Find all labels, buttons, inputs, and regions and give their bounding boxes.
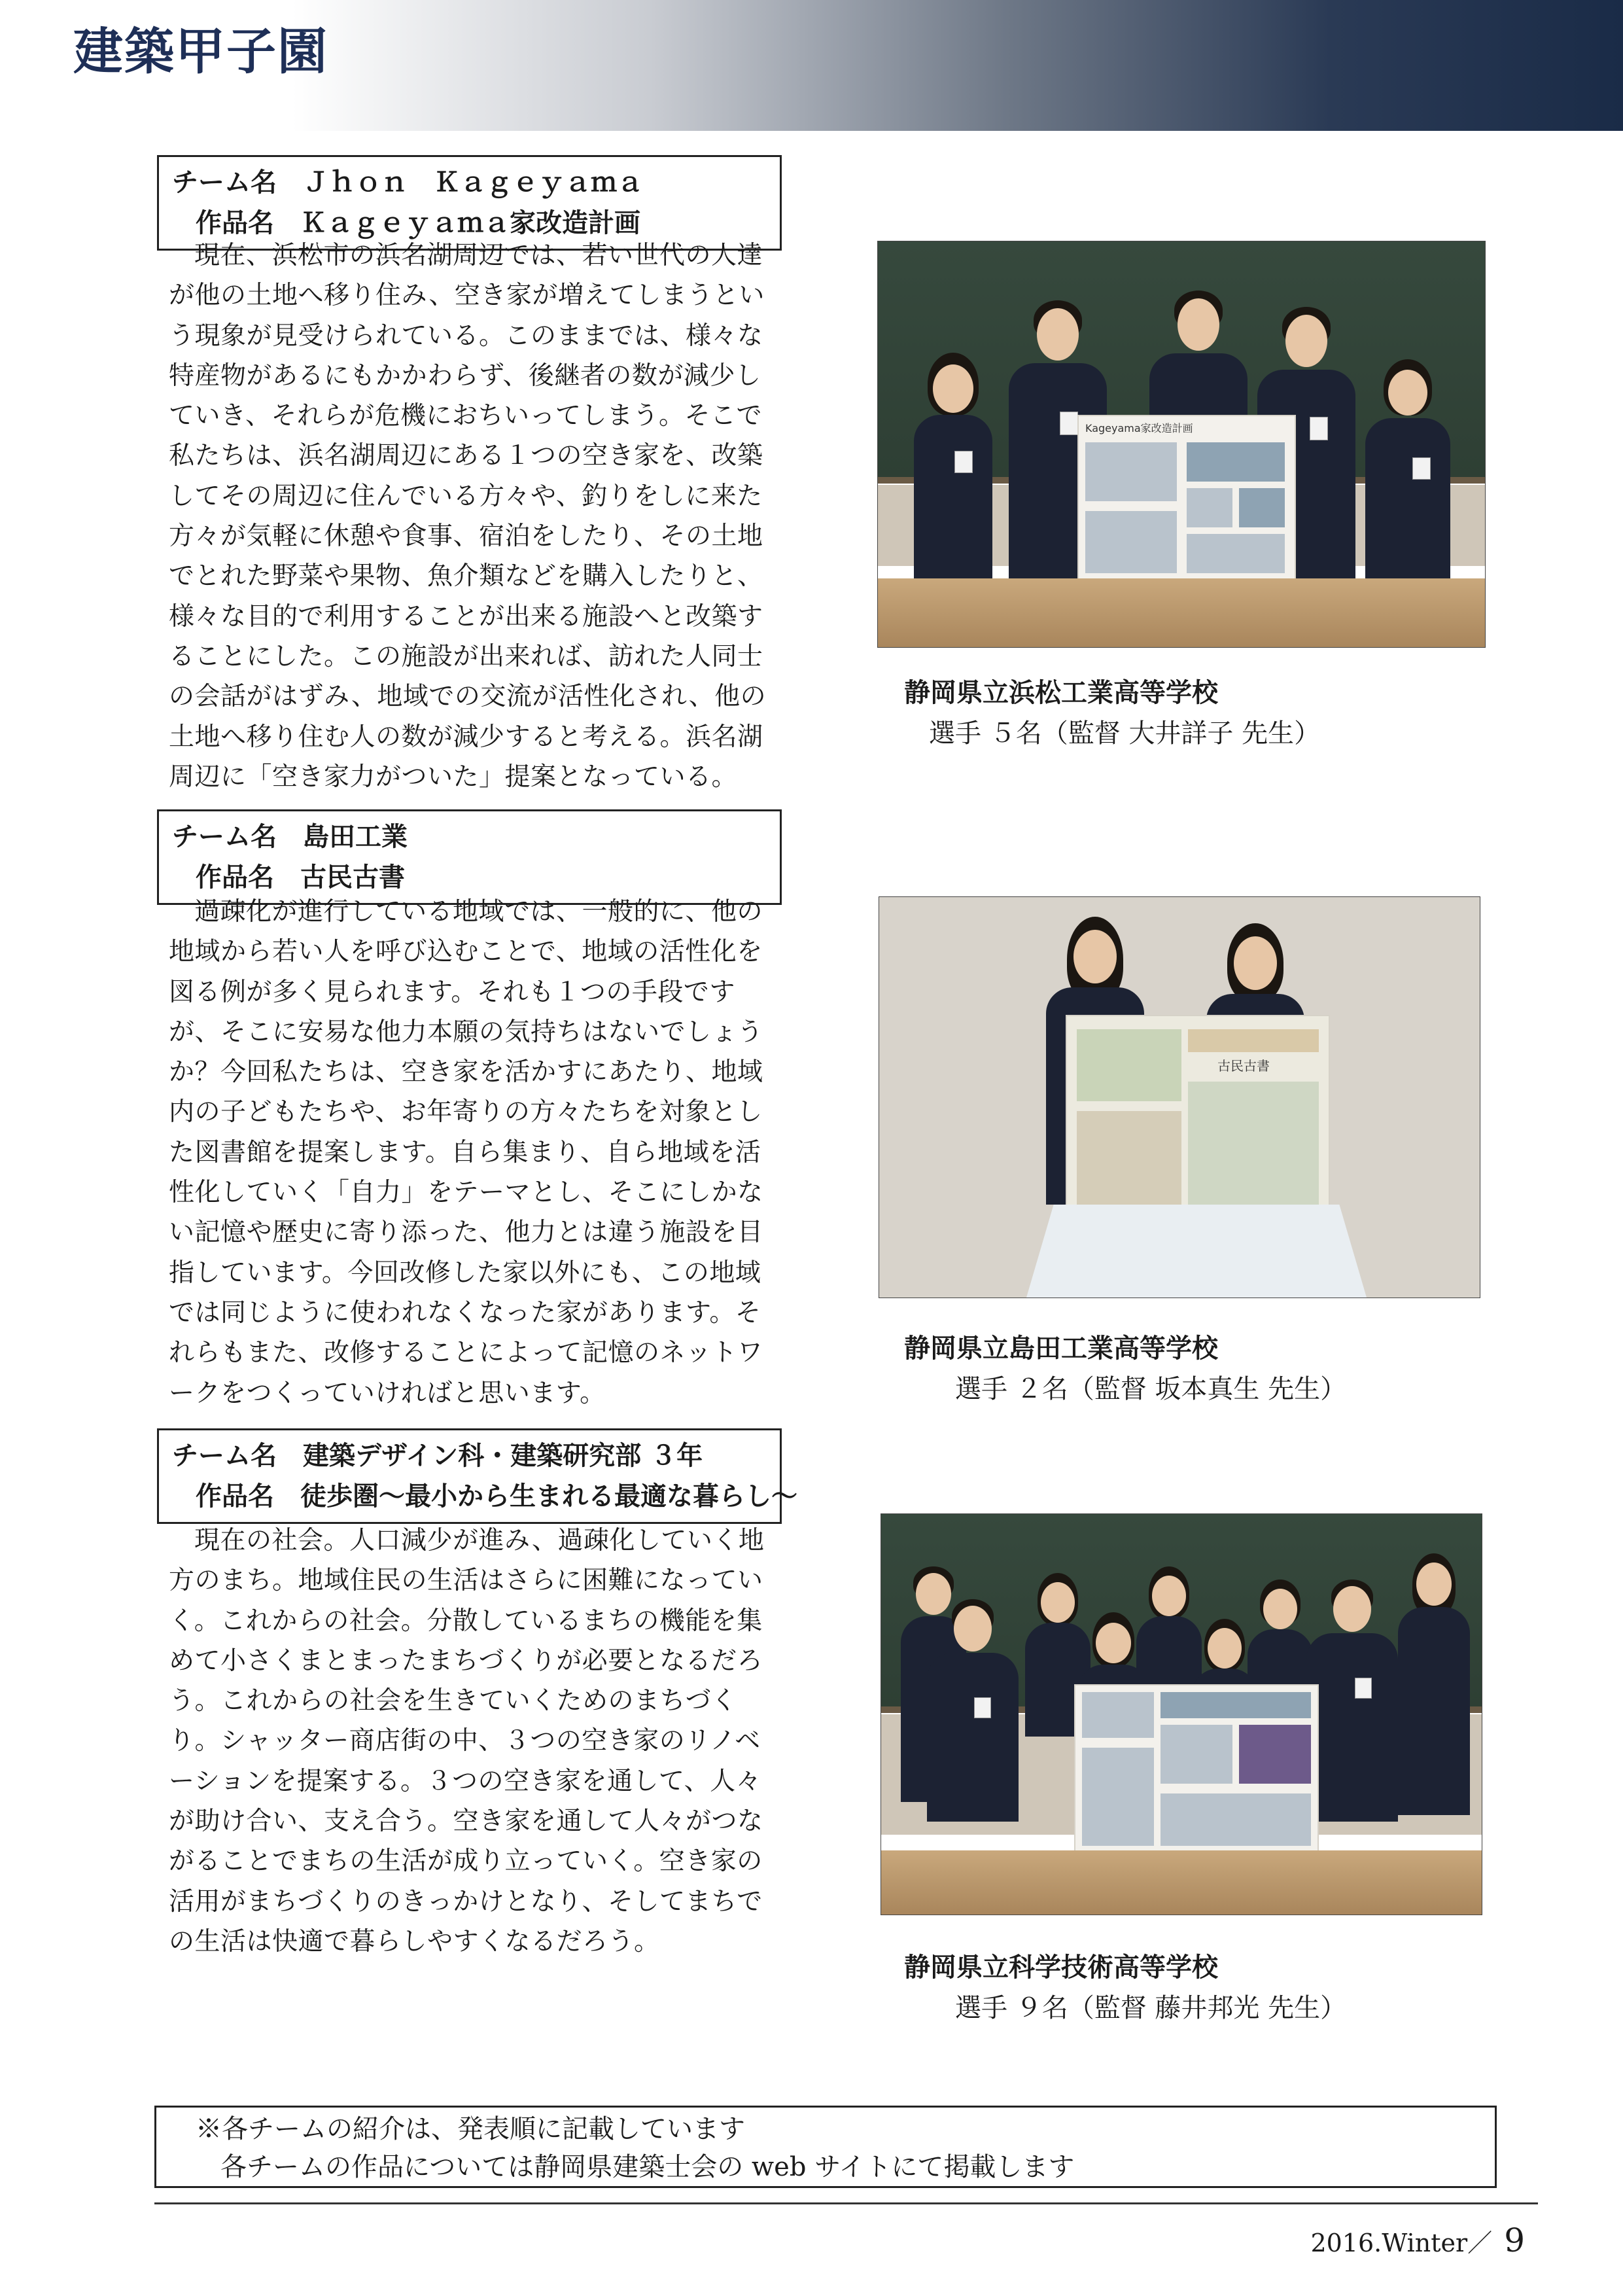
team-1-photo bbox=[877, 241, 1486, 648]
team-2-caption bbox=[904, 1328, 1346, 1409]
team-3-photo bbox=[881, 1513, 1482, 1915]
work-name: 古民古書 bbox=[300, 862, 405, 892]
note-line-1: ※各チームの紹介は、発表順に記載しています bbox=[196, 2114, 745, 2144]
school-name: 静岡県立浜松工業高等学校 bbox=[904, 678, 1218, 708]
team-2-description: 過疎化が進行している地域では、一般的に、他の地域から若い人を呼び込むことで、地域の活性化を図る例が多く見られます。それも１つの手段ですが、そこに安易な他力本願の気持ちはないでしょうか？今回私たちは、空き家を活かすにあたり、地域内の子どもたちや、お年寄りの方々たちを対象とした図書館を提案します。自ら集まり、自ら地域を活性化していく「自力」をテーマとし、そこにしかない記憶や歴史に寄り添った、他力とは違う施設を目指しています。今回改修した家以外にも、この地域では同じように使われなくなった家があります。それらもまた、改修することによって記憶のネットワークをつくっていければと思います。 bbox=[169, 897, 763, 1408]
poster-title: Kageyama家改造計画 bbox=[1085, 422, 1193, 434]
members-info: 選手 ５名（監督 大井詳子 先生） bbox=[929, 718, 1321, 749]
team-3-caption bbox=[904, 1947, 1346, 2028]
team-name: 建築デザイン科・建築研究部 ３年 bbox=[303, 1441, 703, 1471]
school-name: 静岡県立島田工業高等学校 bbox=[904, 1333, 1218, 1364]
team-3-heading-box bbox=[157, 1428, 797, 1524]
note-box bbox=[154, 2106, 1497, 2188]
team-2-photo bbox=[879, 896, 1480, 1298]
work-label: 作品名 bbox=[196, 862, 274, 892]
members-info: 選手 ９名（監督 藤井邦光 先生） bbox=[955, 1993, 1347, 2023]
team-1-caption bbox=[904, 673, 1320, 754]
issue-label: 2016.Winter／ bbox=[1310, 2229, 1493, 2257]
note-line-2: 各チームの作品については静岡県建築士会の web サイトにて掲載します bbox=[220, 2152, 1075, 2182]
team-name: 島田工業 bbox=[303, 822, 408, 852]
team-3-poster bbox=[1074, 1684, 1319, 1857]
footer-rule bbox=[154, 2202, 1538, 2204]
work-name: 徒歩圏～最小から生まれる最適な暮らし～ bbox=[300, 1481, 797, 1511]
team-name: Ｊｈｏｎ Ｋａｇｅｙａｍａ bbox=[303, 168, 643, 198]
page-footer bbox=[1310, 2221, 1525, 2259]
team-label: チーム名 bbox=[172, 168, 277, 198]
team-2-heading-box bbox=[157, 809, 782, 905]
work-name: Ｋａｇｅｙａｍａ家改造計画 bbox=[300, 208, 640, 238]
team-2-poster bbox=[1066, 1015, 1330, 1233]
team-label: チーム名 bbox=[172, 1441, 277, 1471]
poster-title: 古民古書 bbox=[1217, 1058, 1270, 1074]
team-3-description: 現在の社会。人口減少が進み、過疎化していく地方のまち。地域住民の生活はさらに困難になっていく。これからの社会。分散しているまちの機能を集めて小さくまとまったまちづくりが必要となるだろう。これからの社会を生きていくためのまちづくり。シャッター商店街の中、３つの空き家のリノベーションを提案する。３つの空き家を通して、人々が助け合い、支え合う。空き家を通して人々がつながることでまちの生活が成り立っていく。空き家の活用がまちづくりのきっかけとなり、そしてまちでの生活は快適で暮らしやすくなるだろう。 bbox=[169, 1526, 765, 1956]
page-title: 建築甲子園 bbox=[73, 22, 328, 80]
work-label: 作品名 bbox=[196, 208, 274, 238]
team-1-description: 現在、浜松市の浜名湖周辺では、若い世代の人達が他の土地へ移り住み、空き家が増えてしまうという現象が見受けられている。このままでは、様々な特産物があるにもかかわらず、後継者の数が減少していき、それらが危機におちいってしまう。そこで私たちは、浜名湖周辺にある１つの空き家を、改築してその周辺に住んでいる方々や、釣りをしに来た方々が気軽に休憩や食事、宿泊をしたり、その土地でとれた野菜や果物、魚介類などを購入したりと、様々な目的で利用することが出来る施設へと改築することにした。この施設が出来れば、訪れた人同士の会話がはずみ、地域での交流が活性化され、他の土地へ移り住む人の数が減少すると考える。浜名湖周辺に「空き家力がついた」提案となっている。 bbox=[169, 241, 767, 792]
work-label: 作品名 bbox=[196, 1481, 274, 1511]
school-name: 静岡県立科学技術高等学校 bbox=[904, 1952, 1218, 1983]
team-1-poster bbox=[1077, 415, 1296, 584]
page-number: 9 bbox=[1504, 2221, 1525, 2259]
team-label: チーム名 bbox=[172, 822, 277, 852]
members-info: 選手 ２名（監督 坂本真生 先生） bbox=[955, 1374, 1347, 1404]
